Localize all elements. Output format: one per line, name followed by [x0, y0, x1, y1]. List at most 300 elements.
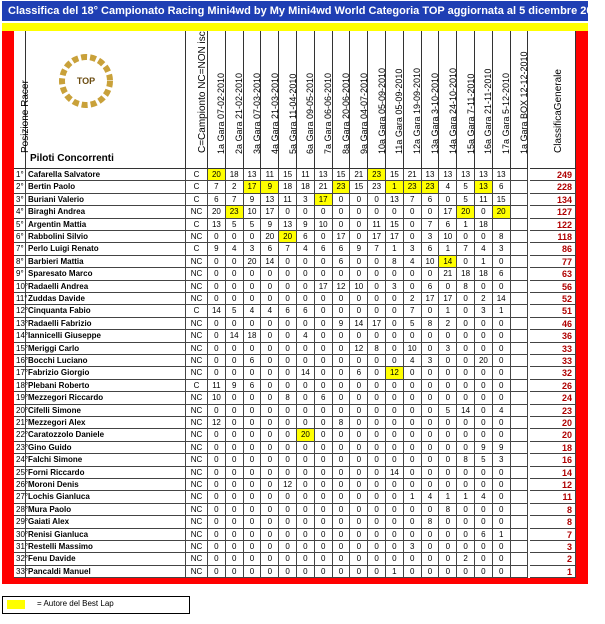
- row-race-score: 13: [315, 169, 333, 181]
- row-race-score: [511, 293, 529, 305]
- row-race-score: [511, 268, 529, 280]
- yellow-band: [2, 23, 588, 31]
- trophy-wreath-icon: [56, 49, 116, 109]
- header-race-16: [475, 31, 493, 169]
- row-race-score: 13: [439, 169, 457, 181]
- row-race-score: 0: [493, 256, 511, 268]
- row-race-score: 0: [404, 529, 422, 541]
- row-race-score: 0: [422, 504, 440, 516]
- row-race-score: 12: [279, 479, 297, 491]
- row-race-score: 11: [368, 219, 386, 231]
- row-position: 4°: [14, 206, 26, 218]
- row-race-score: 3: [422, 231, 440, 243]
- row-race-score: 3: [422, 355, 440, 367]
- row-race-score: 13: [457, 169, 475, 181]
- row-race-score: 0: [422, 479, 440, 491]
- row-race-score: 0: [315, 429, 333, 441]
- row-position: 17°: [14, 367, 26, 379]
- row-position: 12°: [14, 305, 26, 317]
- row-race-score: 0: [350, 454, 368, 466]
- row-camp-status: NC: [186, 268, 208, 280]
- row-race-score: 0: [386, 355, 404, 367]
- row-race-score: 11: [475, 194, 493, 206]
- row-race-score: 0: [297, 256, 315, 268]
- row-race-score: 11: [261, 169, 279, 181]
- row-race-score: 0: [439, 516, 457, 528]
- row-race-score: 11: [297, 169, 315, 181]
- row-position: 6°: [14, 231, 26, 243]
- row-race-score: 0: [386, 479, 404, 491]
- row-race-score: 0: [439, 454, 457, 466]
- row-race-score: 0: [457, 566, 475, 578]
- row-race-score: 0: [457, 442, 475, 454]
- row-race-score: 0: [333, 467, 351, 479]
- row-pilot-name: Mura Paolo: [26, 504, 186, 516]
- row-race-score: 2: [439, 318, 457, 330]
- row-pilot-name: Gaiati Alex: [26, 516, 186, 528]
- row-race-score: [511, 305, 529, 317]
- row-race-score: 5: [226, 219, 244, 231]
- row-race-score: 0: [368, 566, 386, 578]
- row-pilot-name: Argentin Mattia: [26, 219, 186, 231]
- logo-text: TOP: [76, 76, 96, 86]
- row-race-score: 0: [404, 367, 422, 379]
- row-race-score: 0: [404, 417, 422, 429]
- row-race-score: 0: [386, 417, 404, 429]
- row-race-score: 0: [350, 330, 368, 342]
- row-race-score: 0: [315, 566, 333, 578]
- row-race-score: 0: [404, 405, 422, 417]
- title-text: Classifica del 18° Campionato Racing Mini4wd by My Mini4wd World Categoria TOP aggiornata al 5 dicembre 2010: [8, 5, 605, 17]
- row-race-score: [511, 491, 529, 503]
- row-position: 13°: [14, 318, 26, 330]
- row-race-score: 0: [493, 417, 511, 429]
- row-position: 27°: [14, 491, 26, 503]
- row-race-score: 0: [368, 305, 386, 317]
- row-pilot-name: Buriani Valerio: [26, 194, 186, 206]
- row-race-score: 18: [244, 330, 262, 342]
- row-race-score: 0: [226, 417, 244, 429]
- row-race-score: 0: [333, 405, 351, 417]
- row-race-score: 1: [404, 491, 422, 503]
- row-race-score: 17: [439, 206, 457, 218]
- row-pilot-name: Bertin Paolo: [26, 181, 186, 193]
- row-total: 2: [530, 553, 576, 565]
- row-race-score: 23: [422, 181, 440, 193]
- row-race-score: 0: [439, 529, 457, 541]
- header-race-1: [208, 31, 226, 169]
- row-race-score: 0: [350, 491, 368, 503]
- row-camp-status: NC: [186, 355, 208, 367]
- row-race-score: 0: [333, 206, 351, 218]
- header-race-label: 6a Gara 09-05-2010: [305, 72, 316, 154]
- row-race-score: 0: [386, 305, 404, 317]
- header-race-2: [226, 31, 244, 169]
- row-race-score: 7: [208, 181, 226, 193]
- row-race-score: 0: [457, 343, 475, 355]
- row-pilot-name: Zuddas Davide: [26, 293, 186, 305]
- row-race-score: 0: [333, 491, 351, 503]
- row-race-score: 0: [226, 281, 244, 293]
- row-race-score: 3: [439, 343, 457, 355]
- row-race-score: 5: [244, 219, 262, 231]
- row-race-score: 14: [297, 367, 315, 379]
- header-race-18: [511, 31, 529, 169]
- row-race-score: 0: [244, 504, 262, 516]
- row-race-score: 9: [208, 243, 226, 255]
- row-race-score: 0: [226, 429, 244, 441]
- row-race-score: 0: [208, 553, 226, 565]
- row-race-score: 0: [261, 429, 279, 441]
- row-race-score: 0: [368, 541, 386, 553]
- row-race-score: 0: [493, 355, 511, 367]
- row-race-score: 4: [261, 305, 279, 317]
- row-race-score: 0: [404, 330, 422, 342]
- row-camp-status: C: [186, 194, 208, 206]
- row-race-score: 0: [422, 392, 440, 404]
- row-race-score: 0: [404, 504, 422, 516]
- row-race-score: 21: [404, 169, 422, 181]
- row-race-score: 1: [439, 305, 457, 317]
- row-race-score: [511, 343, 529, 355]
- row-race-score: 0: [475, 479, 493, 491]
- row-race-score: 0: [386, 504, 404, 516]
- row-race-score: 5: [404, 318, 422, 330]
- row-race-score: [511, 529, 529, 541]
- row-race-score: 6: [244, 355, 262, 367]
- row-race-score: 0: [386, 380, 404, 392]
- row-race-score: 18: [226, 169, 244, 181]
- row-total: 127: [530, 206, 576, 218]
- header-race-label: 15a Gara 7-11-2010: [465, 73, 476, 154]
- row-race-score: 6: [261, 243, 279, 255]
- row-race-score: 13: [475, 169, 493, 181]
- row-race-score: 0: [226, 268, 244, 280]
- row-race-score: 6: [439, 219, 457, 231]
- row-race-score: 0: [208, 256, 226, 268]
- row-race-score: 8: [457, 281, 475, 293]
- row-position: 21°: [14, 417, 26, 429]
- row-race-score: 0: [244, 231, 262, 243]
- row-race-score: 0: [279, 380, 297, 392]
- row-race-score: 0: [422, 553, 440, 565]
- row-race-score: 0: [261, 343, 279, 355]
- row-race-score: 0: [350, 529, 368, 541]
- row-race-score: 0: [244, 367, 262, 379]
- header-race-8: [333, 31, 351, 169]
- row-race-score: 0: [297, 529, 315, 541]
- row-race-score: [511, 429, 529, 441]
- row-race-score: 0: [457, 516, 475, 528]
- row-camp-status: NC: [186, 318, 208, 330]
- row-race-score: 0: [475, 516, 493, 528]
- row-race-score: 13: [493, 169, 511, 181]
- row-race-score: 0: [475, 380, 493, 392]
- row-pilot-name: Rabbolini Silvio: [26, 231, 186, 243]
- row-race-score: 0: [279, 516, 297, 528]
- row-race-score: 0: [279, 281, 297, 293]
- row-race-score: 3: [475, 305, 493, 317]
- row-race-score: 0: [226, 367, 244, 379]
- header-race-15: [457, 31, 475, 169]
- row-race-score: 0: [333, 454, 351, 466]
- row-race-score: [511, 243, 529, 255]
- row-race-score: 0: [475, 318, 493, 330]
- row-camp-status: NC: [186, 392, 208, 404]
- row-position: 19°: [14, 392, 26, 404]
- row-race-score: 0: [368, 206, 386, 218]
- row-race-score: 0: [244, 529, 262, 541]
- row-race-score: 0: [297, 380, 315, 392]
- row-race-score: 1: [475, 256, 493, 268]
- row-race-score: 0: [279, 442, 297, 454]
- row-camp-status: C: [186, 181, 208, 193]
- row-race-score: 0: [261, 405, 279, 417]
- header-total-label: ClassificaGenerale: [552, 69, 564, 153]
- row-race-score: 8: [279, 392, 297, 404]
- row-race-score: 0: [422, 367, 440, 379]
- row-race-score: 21: [350, 169, 368, 181]
- row-position: 29°: [14, 516, 26, 528]
- row-race-score: 0: [261, 541, 279, 553]
- row-race-score: 15: [386, 219, 404, 231]
- row-race-score: 0: [208, 429, 226, 441]
- row-race-score: 17: [333, 231, 351, 243]
- row-race-score: 4: [493, 405, 511, 417]
- row-race-score: 0: [297, 392, 315, 404]
- row-race-score: 0: [333, 268, 351, 280]
- row-race-score: 6: [315, 243, 333, 255]
- row-race-score: 0: [333, 553, 351, 565]
- row-race-score: 11: [279, 194, 297, 206]
- row-race-score: 0: [386, 268, 404, 280]
- header-race-14: [439, 31, 457, 169]
- row-race-score: 0: [261, 293, 279, 305]
- row-race-score: 11: [208, 380, 226, 392]
- row-camp-status: NC: [186, 293, 208, 305]
- row-position: 22°: [14, 429, 26, 441]
- row-race-score: 0: [261, 367, 279, 379]
- row-race-score: 0: [315, 467, 333, 479]
- row-race-score: 0: [422, 343, 440, 355]
- row-race-score: 0: [244, 516, 262, 528]
- row-race-score: 2: [404, 293, 422, 305]
- row-race-score: [511, 467, 529, 479]
- row-race-score: 6: [493, 181, 511, 193]
- row-race-score: 0: [315, 367, 333, 379]
- row-race-score: 20: [208, 169, 226, 181]
- header-camp: [186, 31, 208, 169]
- row-race-score: 5: [226, 305, 244, 317]
- row-total: 11: [530, 491, 576, 503]
- row-race-score: 0: [386, 442, 404, 454]
- row-pilot-name: Bocchi Luciano: [26, 355, 186, 367]
- row-race-score: 18: [475, 268, 493, 280]
- row-position: 10°: [14, 281, 26, 293]
- row-camp-status: NC: [186, 504, 208, 516]
- row-race-score: [511, 318, 529, 330]
- row-race-score: 9: [350, 243, 368, 255]
- row-race-score: 15: [279, 169, 297, 181]
- row-race-score: 5: [439, 405, 457, 417]
- row-camp-status: NC: [186, 491, 208, 503]
- row-race-score: 0: [261, 442, 279, 454]
- row-race-score: 0: [261, 318, 279, 330]
- row-camp-status: NC: [186, 281, 208, 293]
- row-race-score: 0: [422, 454, 440, 466]
- row-race-score: 4: [475, 491, 493, 503]
- row-race-score: 0: [208, 454, 226, 466]
- row-race-score: 0: [457, 429, 475, 441]
- row-race-score: 0: [208, 268, 226, 280]
- header-race-label: 16a Gara 21-11-2010: [483, 68, 494, 154]
- row-pilot-name: Falchi Simone: [26, 454, 186, 466]
- row-position: 8°: [14, 256, 26, 268]
- row-race-score: 9: [297, 219, 315, 231]
- row-race-score: [511, 417, 529, 429]
- row-total: 3: [530, 541, 576, 553]
- row-pilot-name: Mezzegori Riccardo: [26, 392, 186, 404]
- row-race-score: 14: [350, 318, 368, 330]
- standings-table: [14, 31, 576, 578]
- row-race-score: 0: [297, 293, 315, 305]
- row-race-score: 0: [261, 467, 279, 479]
- header-race-label: 12a Gara 19-09-2010: [412, 67, 423, 154]
- row-race-score: 0: [493, 467, 511, 479]
- row-race-score: 0: [493, 479, 511, 491]
- row-race-score: 0: [333, 219, 351, 231]
- row-race-score: 0: [475, 367, 493, 379]
- row-race-score: 0: [333, 479, 351, 491]
- row-race-score: 18: [457, 268, 475, 280]
- row-race-score: 0: [457, 380, 475, 392]
- row-race-score: 14: [439, 256, 457, 268]
- row-race-score: 0: [404, 454, 422, 466]
- row-race-score: 0: [315, 417, 333, 429]
- row-race-score: 0: [457, 293, 475, 305]
- row-race-score: 5: [475, 454, 493, 466]
- row-race-score: 0: [475, 553, 493, 565]
- right-red-border: [576, 31, 588, 584]
- header-race-12: [404, 31, 422, 169]
- row-race-score: 0: [422, 566, 440, 578]
- row-race-score: 0: [333, 367, 351, 379]
- row-race-score: 0: [457, 256, 475, 268]
- row-pilot-name: Cinquanta Fabio: [26, 305, 186, 317]
- row-race-score: 0: [439, 566, 457, 578]
- row-race-score: 2: [475, 293, 493, 305]
- row-race-score: 0: [333, 343, 351, 355]
- header-race-label: 3a Gara 07-03-2010: [251, 72, 262, 154]
- row-camp-status: NC: [186, 256, 208, 268]
- row-position: 32°: [14, 553, 26, 565]
- row-race-score: 0: [386, 318, 404, 330]
- row-race-score: 0: [475, 504, 493, 516]
- row-race-score: 1: [457, 491, 475, 503]
- header-race-label: 4a Gara 21-03-2010: [269, 72, 280, 154]
- row-race-score: 0: [297, 268, 315, 280]
- row-race-score: 0: [226, 256, 244, 268]
- row-race-score: 0: [457, 318, 475, 330]
- row-race-score: 0: [439, 380, 457, 392]
- row-total: 118: [530, 231, 576, 243]
- row-race-score: 0: [350, 219, 368, 231]
- row-race-score: 0: [493, 380, 511, 392]
- row-race-score: 0: [386, 529, 404, 541]
- header-race-label: 1a Gara BOX 12-12-2010: [518, 51, 529, 154]
- row-race-score: 0: [279, 293, 297, 305]
- row-race-score: 0: [350, 467, 368, 479]
- row-race-score: 23: [404, 181, 422, 193]
- row-race-score: 1: [386, 181, 404, 193]
- row-race-score: 0: [261, 529, 279, 541]
- row-race-score: 0: [386, 330, 404, 342]
- row-pilot-name: Radaelli Andrea: [26, 281, 186, 293]
- row-race-score: 0: [279, 256, 297, 268]
- row-race-score: 0: [475, 417, 493, 429]
- row-race-score: 0: [404, 219, 422, 231]
- row-race-score: 7: [422, 219, 440, 231]
- row-race-score: [511, 367, 529, 379]
- row-race-score: [511, 380, 529, 392]
- row-race-score: 0: [457, 529, 475, 541]
- row-pilot-name: Moroni Denis: [26, 479, 186, 491]
- row-race-score: 0: [493, 281, 511, 293]
- row-race-score: 4: [439, 181, 457, 193]
- row-pilot-name: Cifelli Simone: [26, 405, 186, 417]
- row-pilot-name: Meriggi Carlo: [26, 343, 186, 355]
- header-race-17: [493, 31, 511, 169]
- row-race-score: 4: [297, 243, 315, 255]
- row-race-score: 0: [493, 504, 511, 516]
- row-race-score: 0: [439, 417, 457, 429]
- row-race-score: 0: [208, 529, 226, 541]
- row-race-score: 18: [279, 181, 297, 193]
- row-race-score: 0: [315, 293, 333, 305]
- row-total: 23: [530, 405, 576, 417]
- row-race-score: 13: [208, 219, 226, 231]
- row-race-score: 0: [439, 553, 457, 565]
- row-pilot-name: Lochis Gianluca: [26, 491, 186, 503]
- row-race-score: 0: [439, 442, 457, 454]
- row-race-score: 20: [475, 355, 493, 367]
- row-race-score: 0: [368, 553, 386, 565]
- row-race-score: 2: [226, 181, 244, 193]
- row-race-score: 0: [422, 330, 440, 342]
- row-race-score: 0: [368, 429, 386, 441]
- row-race-score: 12: [386, 367, 404, 379]
- row-position: 14°: [14, 330, 26, 342]
- row-race-score: 13: [279, 219, 297, 231]
- row-race-score: 8: [422, 318, 440, 330]
- row-pilot-name: Caratozzolo Daniele: [26, 429, 186, 441]
- row-race-score: 10: [315, 219, 333, 231]
- row-race-score: 23: [333, 181, 351, 193]
- row-camp-status: NC: [186, 231, 208, 243]
- row-race-score: 0: [457, 541, 475, 553]
- row-race-score: 0: [297, 442, 315, 454]
- row-race-score: 0: [350, 305, 368, 317]
- row-race-score: 0: [422, 467, 440, 479]
- row-race-score: 0: [315, 529, 333, 541]
- header-race-label: 5a Gara 11-04-2010: [287, 73, 298, 154]
- row-race-score: 8: [422, 516, 440, 528]
- row-race-score: 0: [244, 442, 262, 454]
- row-race-score: 0: [244, 318, 262, 330]
- row-race-score: 0: [439, 429, 457, 441]
- row-race-score: 0: [279, 454, 297, 466]
- row-race-score: 0: [439, 330, 457, 342]
